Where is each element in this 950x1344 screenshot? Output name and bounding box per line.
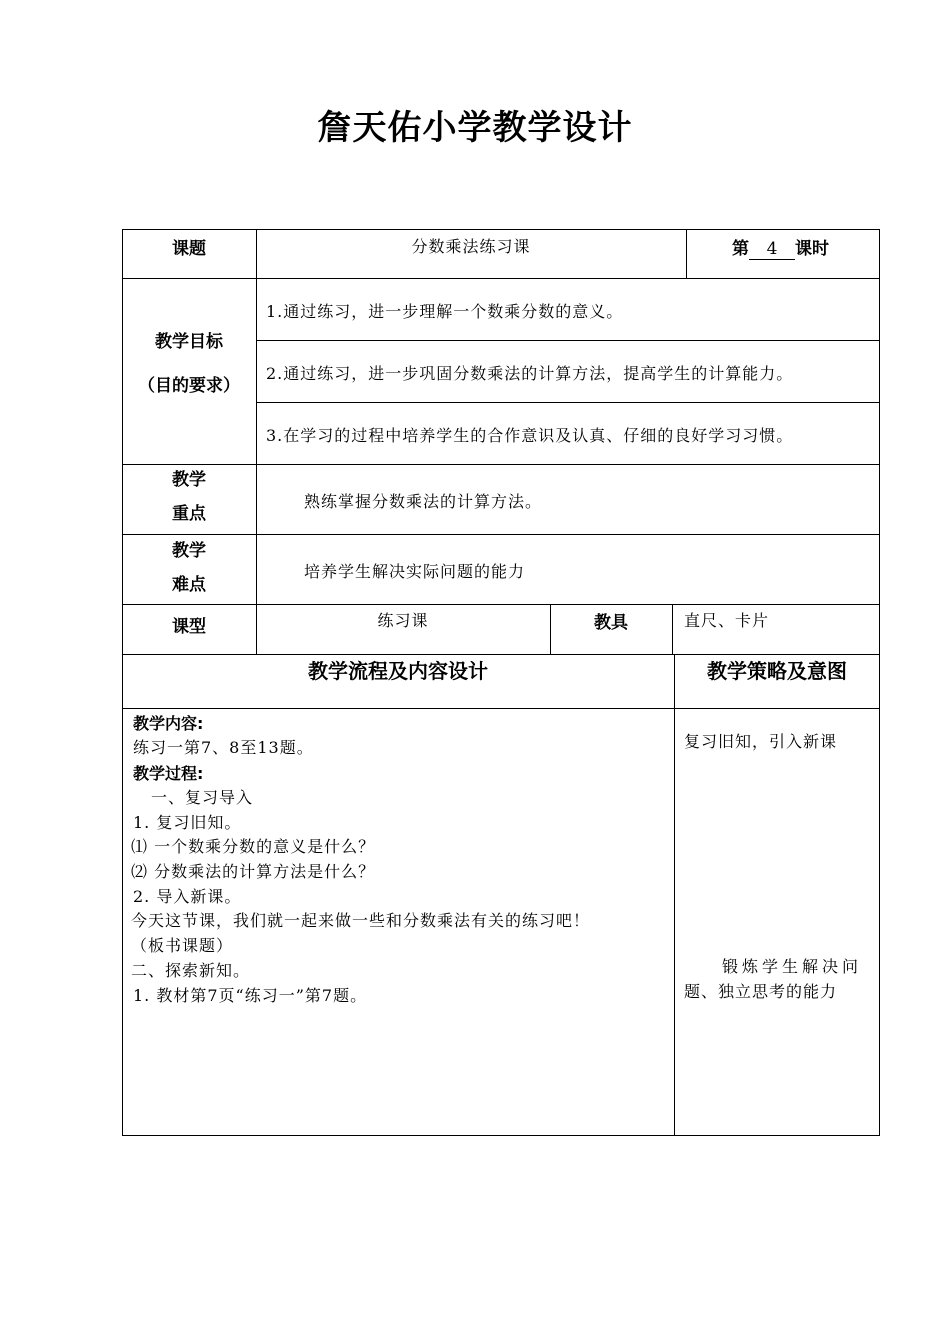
flow-line: 教学过程: bbox=[133, 764, 204, 783]
row-divider bbox=[256, 402, 880, 403]
tools-value: 直尺、卡片 bbox=[684, 611, 770, 630]
difficulty-label: 教学 bbox=[172, 541, 206, 561]
strategy-item: 锻炼学生解决问 bbox=[722, 957, 863, 976]
type-value: 练习课 bbox=[377, 611, 429, 630]
flow-line: 练习一第7、8至13题。 bbox=[133, 738, 314, 757]
strategy-heading: 教学策略及意图 bbox=[707, 659, 847, 683]
row-divider bbox=[122, 278, 880, 279]
difficulty-sublabel: 难点 bbox=[172, 575, 206, 595]
lesson-number-value: 4 bbox=[749, 239, 795, 260]
strategy-item: 题、独立思考的能力 bbox=[684, 982, 838, 1001]
flow-line: ⑵ 分数乘法的计算方法是什么？ bbox=[131, 862, 376, 881]
goal-item: 2.通过练习，进一步巩固分数乘法的计算方法，提高学生的计算能力。 bbox=[266, 364, 794, 383]
col-divider bbox=[256, 229, 257, 654]
strategy-item: 复习旧知，引入新课 bbox=[684, 732, 838, 751]
goal-item: 3.在学习的过程中培养学生的合作意识及认真、仔细的良好学习习惯。 bbox=[266, 426, 794, 445]
goals-label: 教学目标 bbox=[155, 332, 223, 352]
col-divider bbox=[686, 229, 687, 278]
col-divider bbox=[672, 604, 673, 654]
tools-label: 教具 bbox=[594, 613, 628, 633]
row-divider bbox=[122, 708, 880, 709]
flow-line: 二、探索新知。 bbox=[131, 961, 251, 980]
goals-sublabel: （目的要求） bbox=[138, 376, 240, 396]
type-label: 课型 bbox=[172, 617, 206, 637]
row-divider bbox=[122, 534, 880, 535]
key-point-sublabel: 重点 bbox=[172, 504, 206, 524]
row-divider bbox=[256, 340, 880, 341]
flow-line: ⑴ 一个数乘分数的意义是什么？ bbox=[131, 837, 376, 856]
goal-item: 1.通过练习，进一步理解一个数乘分数的意义。 bbox=[266, 302, 624, 321]
flow-line: 教学内容: bbox=[133, 714, 204, 733]
topic-value: 分数乘法练习课 bbox=[411, 237, 531, 256]
difficulty-text: 培养学生解决实际问题的能力 bbox=[304, 562, 526, 581]
topic-label: 课题 bbox=[172, 239, 206, 259]
page-title: 詹天佑小学教学设计 bbox=[317, 108, 633, 148]
lesson-prefix: 第 bbox=[732, 239, 749, 259]
flow-line: 1. 复习旧知。 bbox=[133, 813, 242, 832]
flow-line: 一、复习导入 bbox=[151, 788, 254, 807]
flow-line: （板书课题） bbox=[131, 936, 234, 955]
lesson-suffix: 课时 bbox=[795, 239, 829, 259]
flow-line: 今天这节课，我们就一起来做一些和分数乘法有关的练习吧！ bbox=[131, 911, 591, 930]
flow-heading: 教学流程及内容设计 bbox=[308, 659, 488, 683]
key-point-label: 教学 bbox=[172, 470, 206, 490]
key-point-text: 熟练掌握分数乘法的计算方法。 bbox=[304, 492, 543, 511]
flow-line: 1. 教材第7页“练习一”第7题。 bbox=[133, 986, 368, 1005]
row-divider bbox=[122, 604, 880, 605]
lesson-number bbox=[732, 234, 829, 260]
flow-line: 2. 导入新课。 bbox=[133, 887, 242, 906]
col-divider bbox=[674, 654, 675, 1136]
